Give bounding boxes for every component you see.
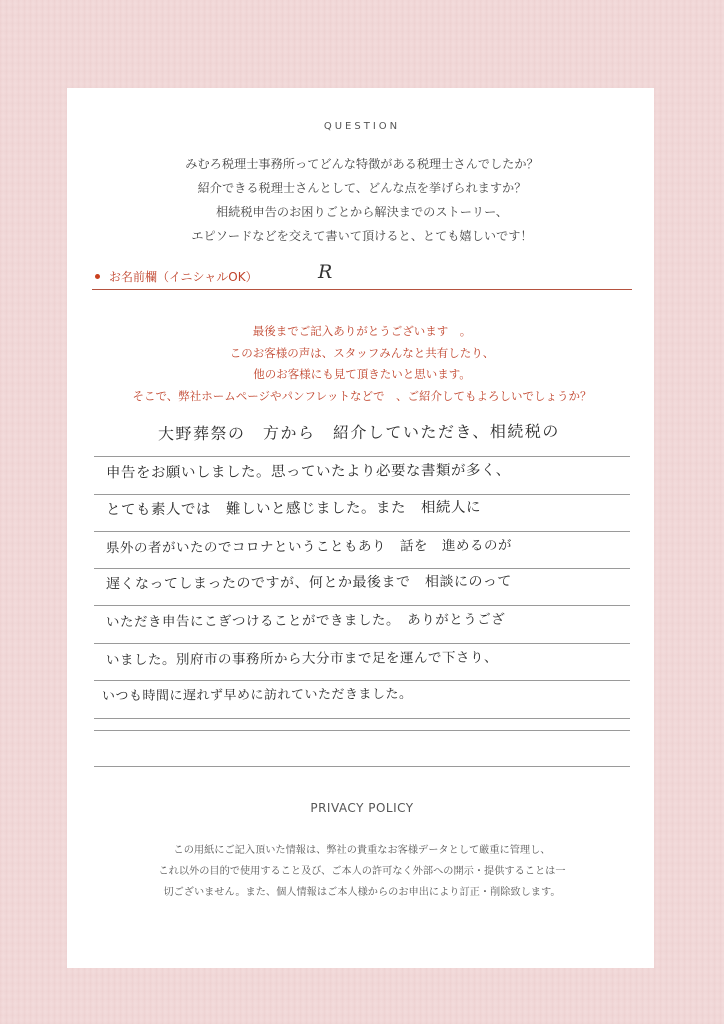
handwritten-answer-area[interactable] — [94, 418, 630, 768]
privacy-line: 切ございません。また、個人情報はご本人様からのお申出により訂正・削除致します。 — [163, 887, 561, 898]
handwritten-line: いつも時間に遅れず早めに訪れていただきました。 — [101, 686, 413, 705]
ruled-line — [94, 605, 630, 606]
name-field-value: R — [318, 261, 333, 283]
ruled-line — [94, 456, 630, 457]
handwritten-line: 大野葬祭の 方から 紹介していただき、相続税の — [157, 421, 560, 444]
question-line: みむろ税理士事務所ってどんな特徴がある税理士さんでしたか？ — [185, 157, 539, 171]
question-line: 紹介できる税理士さんとして、どんな点を挙げられますか？ — [197, 181, 527, 195]
publication-request — [0, 321, 724, 407]
question-heading: QUESTION — [323, 121, 401, 132]
ruled-line — [94, 643, 630, 644]
question-line: エピソードなどを交えて書いて頂けると、とても嬉しいです！ — [191, 229, 533, 243]
request-line: このお客様の声は、スタッフみんなと共有したり、 — [229, 345, 495, 360]
ruled-line — [94, 766, 630, 767]
request-line: そこで、弊社ホームページやパンフレットなどで 、ご紹介してもよろしいでしょうか？ — [132, 388, 592, 403]
ruled-line — [94, 718, 630, 719]
name-field-label: お名前欄（イニシャルOK） — [109, 270, 258, 284]
question-line: 相続税申告のお困りごとから解決までのストーリー、 — [215, 205, 508, 219]
privacy-line: これ以外の目的で使用すること及び、ご本人の許可なく外部への開示・提供することは一 — [158, 866, 566, 877]
handwritten-line: いただき申告にこぎつけることができました。 ありがとうござ — [105, 611, 506, 631]
ruled-line — [94, 494, 630, 495]
bullet-dot-icon — [95, 274, 100, 279]
ruled-line — [94, 531, 630, 532]
request-line: 他のお客様にも見て頂きたいと思います。 — [253, 367, 471, 381]
name-field[interactable] — [92, 261, 632, 290]
ruled-line — [94, 568, 630, 569]
privacy-policy-text — [0, 840, 724, 903]
request-line: 最後までご記入ありがとうございます 。 — [252, 324, 472, 338]
handwritten-line: 申告をお願いしました。思っていたより必要な書類が多く、 — [105, 462, 511, 482]
ruled-line — [94, 730, 630, 731]
privacy-policy-heading: PRIVACY POLICY — [310, 801, 414, 815]
handwritten-line: とても素人では 難しいと感じました。また 相続人に — [105, 499, 482, 519]
handwritten-line: 遅くなってしまったのですが、何とか最後まで 相談にのって — [105, 573, 512, 593]
handwritten-line: いました。別府市の事務所から大分市まで足を運んで下さり、 — [105, 649, 499, 669]
question-text — [0, 152, 724, 248]
ruled-line — [94, 680, 630, 681]
privacy-line: この用紙にご記入頂いた情報は、弊社の貴重なお客様データとして厳重に管理し、 — [173, 845, 551, 856]
handwritten-line: 県外の者がいたのでコロナということもあり 話を 進めるのが — [105, 537, 513, 557]
